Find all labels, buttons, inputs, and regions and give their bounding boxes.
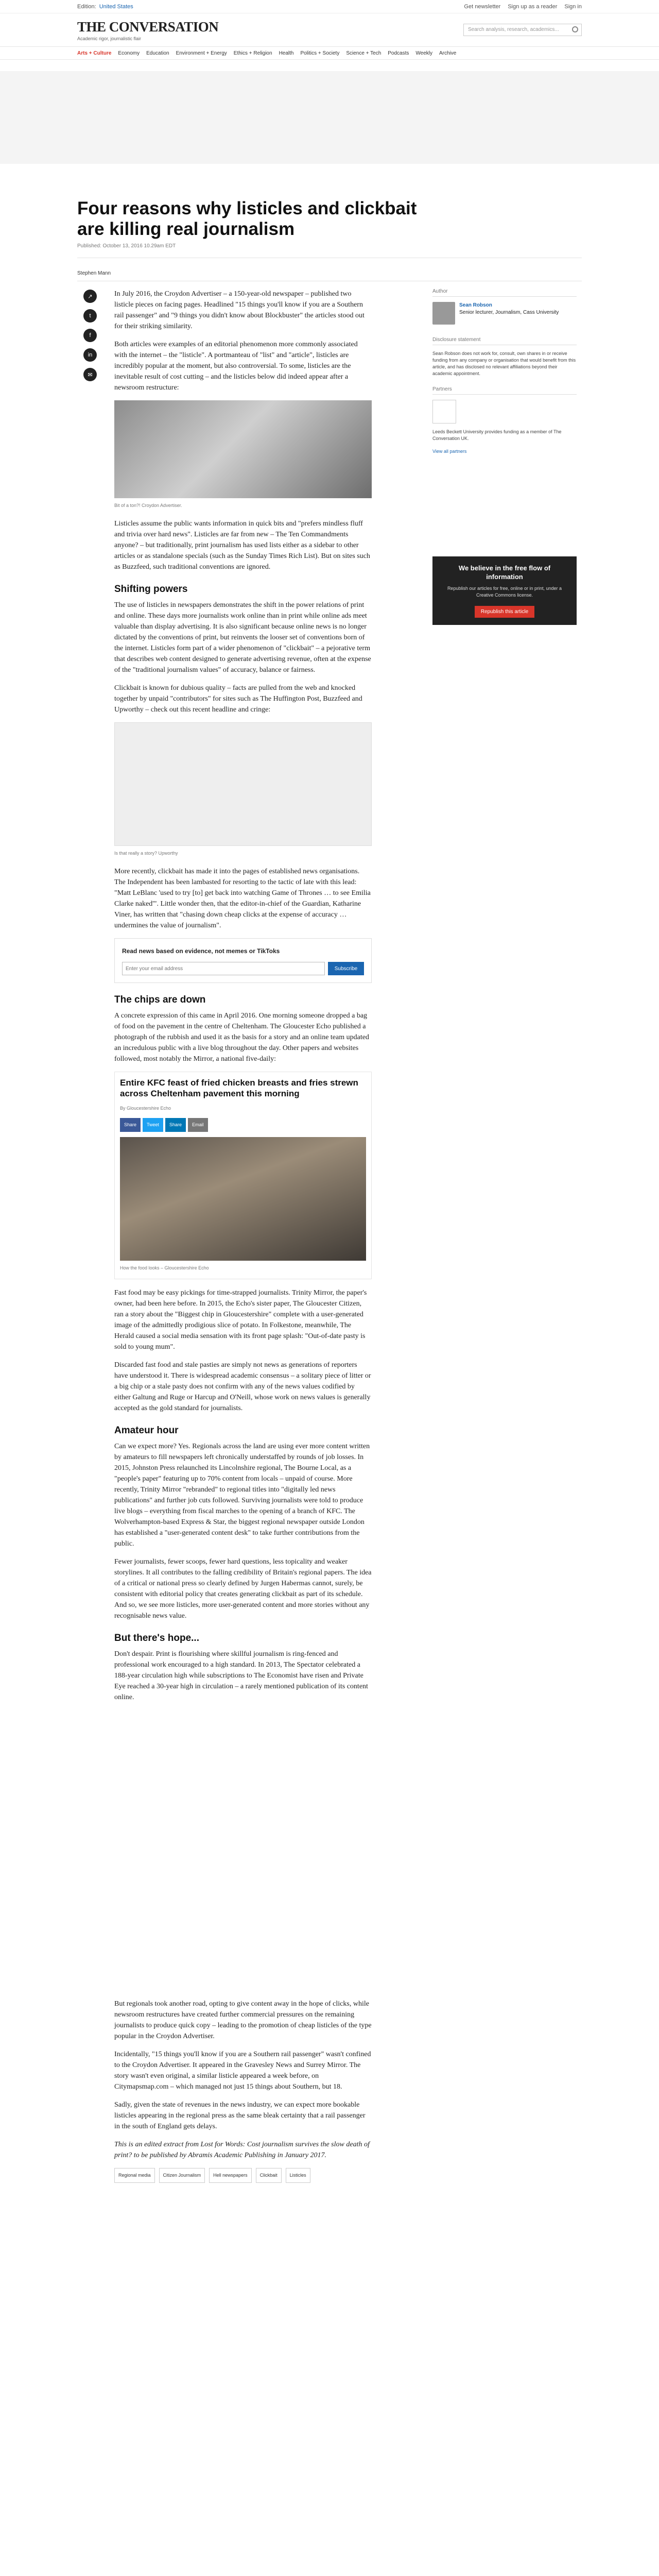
publish-date: Published: October 13, 2016 10.29am EDT — [77, 243, 176, 249]
partners-label: Partners — [432, 386, 577, 395]
paragraph: Both articles were examples of an editorial phenomenon more commonly associated with the internet – the "listicle". A portmanteau of "list" and "article", listicles are incredibly popular at the moment, but also controversial. To some, listicles are the inevitable result of cost cutting – and the listicles below did indeed appear after a newsroom restructure: — [114, 341, 358, 392]
paragraph: The use of listicles in newspapers demonstrates the shift in the power relations of print and online. These days more journalists work online than in print while online ads meet valuable than display advertising. It is also significant because online news is no longer dictated by the conventions of print, but reinvents the looser set of conventions born of the internet. Listicles form part of a wider phenomenon of "clickbait" – a pejorative term that describes web content designed to generate advertising revenue, often at the expense of the "traditional journalism values" of accuracy, balance or fairness. — [114, 601, 371, 674]
embed-byline: By Gloucestershire Echo — [120, 1106, 171, 1111]
embed-share-button[interactable]: Share — [120, 1118, 141, 1132]
republish-text: Republish our articles for free, online or in print, under a Creative Commons license. — [447, 586, 562, 598]
view-partners-link[interactable]: View all partners — [432, 449, 467, 454]
subscribe-button[interactable]: Subscribe — [328, 962, 364, 975]
disclosure-label: Disclosure statement — [432, 337, 577, 345]
nav-arts[interactable]: Arts + Culture — [77, 50, 112, 56]
tag[interactable]: Listicles — [286, 2168, 310, 2183]
paragraph: A concrete expression of this came in April 2016. One morning someone dropped a bag of food on the pavement in the centre of Cheltenham. The Gloucester Echo published a photograph of the rubbish and used it as the basis for a story and an online team updated an incredulous public with a live blog throughout the day. Other papers and websites followed, most notably the Mirror, a national five-daily: — [114, 1012, 369, 1063]
figure-caption: How the food looks – Gloucestershire Echo — [120, 1265, 209, 1270]
tag[interactable]: Hell newspapers — [209, 2168, 252, 2183]
paragraph: Fewer journalists, fewer scoops, fewer hard questions, less topicality and weaker storylines. It all contributes to the falling credibility of Britain's regional papers. The idea of a critical or national press so clearly defined by Jurgen Habermas cannot, surely, be consistent with editorial policy that creates generating clickbait as part of its schedule. And so, we see more listicles, more user-generated content and more stories without any recognisable news value. — [114, 1558, 372, 1620]
embedded-article — [114, 1072, 372, 1279]
paragraph: But regionals took another road, opting to give content away in the hope of clicks, while newsroom restructures have created further commercial pressures on the remaining journalists to produce quick copy – leading to the promotion of cheap listicles of the type popular in the Croydon Advertiser. — [114, 2000, 372, 2040]
twitter-icon[interactable]: t — [83, 309, 97, 323]
author-role: Senior lecturer, Journalism, Cass University — [459, 310, 559, 315]
embed-tweet-button[interactable]: Tweet — [143, 1118, 163, 1132]
tag[interactable]: Citizen Journalism — [159, 2168, 205, 2183]
newsletter-signup — [114, 938, 372, 983]
disclosure-text: Sean Robson does not work for, consult, own shares in or receive funding from any company or organisation that would benefit from this article, and has disclosed no relevant affiliations beyond their academic appointment. — [432, 351, 576, 376]
section-heading: Amateur hour — [114, 1425, 179, 1436]
author-name[interactable]: Sean Robson — [459, 302, 492, 308]
ad-banner — [0, 71, 659, 164]
nav-weekly[interactable]: Weekly — [415, 50, 433, 56]
search-placeholder: Search analysis, research, academics... — [468, 27, 559, 32]
figure-listicles — [114, 400, 372, 511]
masthead — [0, 13, 659, 46]
paragraph: Fast food may be easy pickings for time-strapped journalists. Trinity Mirror, the paper's owner, had been here before. In 2015, the Echo's sister paper, The Gloucester Citizen, ran a story about the "Biggest chip in Gloucestershire" complete with a user-generated image of the admittedly prodigious slice of potato. In Folkestone, meanwhile, The Herald caused a social media sensation with its front page splash: "Out-of-date pasty is sold to young mum". — [114, 1289, 367, 1351]
author-byline[interactable]: Stephen Mann — [77, 270, 111, 276]
top-bar — [0, 0, 659, 13]
section-heading: Shifting powers — [114, 584, 188, 595]
article-title: Four reasons why listicles and clickbait are killing real journalism — [77, 198, 417, 239]
site-tagline: Academic rigor, journalistic flair — [77, 36, 142, 41]
newspaper-photo — [114, 400, 372, 498]
partners-text: Leeds Beckett University provides funding as a member of The Conversation UK. — [432, 429, 562, 441]
share-icon[interactable]: ↗ — [83, 290, 97, 303]
article-body — [114, 289, 372, 2183]
email-icon[interactable]: ✉ — [83, 368, 97, 381]
nav-podcasts[interactable]: Podcasts — [388, 50, 409, 56]
nav-education[interactable]: Education — [146, 50, 169, 56]
signup-link[interactable]: Sign up as a reader — [508, 3, 558, 10]
tag-list — [114, 2168, 372, 2183]
section-heading: The chips are down — [114, 994, 206, 1005]
figure-caption: Is that really a story? Upworthy — [114, 851, 178, 856]
share-bar — [83, 290, 98, 381]
avatar — [432, 302, 455, 325]
ad-slot — [114, 1710, 372, 1998]
embed-share-button[interactable]: Share — [165, 1118, 186, 1132]
sidebar-authors — [432, 289, 577, 455]
nav-archive[interactable]: Archive — [439, 50, 457, 56]
author-card[interactable] — [432, 302, 577, 325]
email-field[interactable] — [122, 962, 325, 975]
signin-link[interactable]: Sign in — [564, 3, 582, 10]
tag[interactable]: Regional media — [114, 2168, 155, 2183]
nav-ethics[interactable]: Ethics + Religion — [233, 50, 272, 56]
search-input[interactable] — [463, 24, 582, 36]
republish-title: We believe in the free flow of information — [458, 564, 551, 581]
paragraph: Can we expect more? Yes. Regionals across the land are using ever more content written by amateurs to fill newspapers left chronically understaffed by rounds of job losses. In 2015, Johnston Press relaunched its Lincolnshire regional, The Bourne Local, as a "people's paper" featuring up to 70% content from locals – unpaid of course. More recently, Trinity Mirror "rebranded" to regional titles into "digitally led news publications" and further job cuts followed. Surviving journalists were told to produce live blogs – everything from fiscal marches to the opening of a branch of KFC. The Wolverhampton-based Express & Star, the biggest regional newspaper outside London has established a "user-generated content desk" to take further contributions from the public. — [114, 1443, 370, 1548]
nav-economy[interactable]: Economy — [118, 50, 140, 56]
nav-politics[interactable]: Politics + Society — [300, 50, 340, 56]
section-heading: But there's hope... — [114, 1633, 199, 1643]
food-photo — [120, 1137, 366, 1261]
linkedin-icon[interactable]: in — [83, 348, 97, 362]
embed-title[interactable]: Entire KFC feast of fried chicken breasts and fries strewn across Cheltenham pavement this morning — [120, 1078, 358, 1098]
nav-health[interactable]: Health — [279, 50, 294, 56]
site-logo[interactable]: THE CONVERSATION — [77, 19, 219, 35]
partner-logo[interactable] — [432, 400, 456, 423]
newsletter-link[interactable]: Get newsletter — [464, 3, 501, 10]
paragraph: Discarded fast food and stale pasties are simply not news as generations of reporters have understood it. There is widespread academic consensus – a solitary piece of litter or a big chip or a stale pasty does not confirm with any of the news values codified by either Galtung and Ruge or Harcup and O'Neill, whose work on news values is generally accepted as the gold standard for journalists. — [114, 1361, 371, 1412]
edition-selector[interactable]: United States — [99, 3, 133, 10]
paragraph: Don't despair. Print is flourishing where skillful journalism is ring-fenced and professional work encouraged to a high standard. In 2013, The Spectator celebrated a 188-year circulation high while subscriptions to The Economist have risen and Private Eye reached a 30-year high in circulation – a rarely mentioned publication of its content online. — [114, 1650, 368, 1701]
editor-note: This is an edited extract from Lost for Words: Cost journalism survives the slow death of print? to be published by Abramis Academic Publishing in January 2017. — [114, 2141, 370, 2159]
figure-caption: Bit of a ton?! Croydon Advertiser. — [114, 503, 182, 508]
authors-label: Author — [432, 289, 577, 297]
edition-label: Edition: — [77, 3, 96, 10]
republish-button[interactable]: Republish this article — [475, 606, 534, 618]
paragraph: Sadly, given the state of revenues in the news industry, we can expect more bookable listicles appearing in the regional press as the same bleak certainty that a rail passenger in the south of England gets delays. — [114, 2101, 366, 2130]
paragraph: More recently, clickbait has made it into the pages of established news organisations. The Independent has been lambasted for resorting to the tactic of late with this lead: "Matt LeBlanc 'used to try [to] get back into watching Game of Thrones … to see Emilia Clarke naked'". Little wonder then, that the editor-in-chief of the Guardian, Katharine Viner, has written that "chasing down cheap clicks at the expense of accuracy … undermines the value of journalism". — [114, 868, 371, 929]
republish-box — [432, 556, 577, 625]
paragraph: Clickbait is known for dubious quality – facts are pulled from the web and knocked together by unpaid "contributors" for sites such as The Huffington Post, Buzzfeed and Upworthy – check out this recent headline and cringe: — [114, 684, 362, 714]
tag[interactable]: Clickbait — [256, 2168, 282, 2183]
main-nav — [0, 46, 659, 60]
paragraph: Incidentally, "15 things you'll know if you are a Southern rail passenger" wasn't confined to the Croydon Advertiser. It appeared in the Gravesley News and Surrey Mirror. The story wasn't even original, a similar listicle appeared a week before, on Citymapsmap.com – which managed not just 15 things about Southern, but 18. — [114, 2050, 371, 2091]
embed-email-button[interactable]: Email — [188, 1118, 208, 1132]
signup-title: Read news based on evidence, not memes or TikToks — [122, 947, 280, 955]
search-icon[interactable] — [572, 26, 578, 32]
nav-environment[interactable]: Environment + Energy — [176, 50, 227, 56]
clickbait-screenshot — [114, 722, 372, 846]
paragraph: In July 2016, the Croydon Advertiser – a 150-year-old newspaper – published two listicle pieces on facing pages. Headlined "15 things you'll know if you are a Southern rail passenger" and "9 things you didn't know about Blockbuster" the articles stood out for their striking similarity. — [114, 290, 365, 330]
facebook-icon[interactable]: f — [83, 329, 97, 342]
nav-science[interactable]: Science + Tech — [346, 50, 381, 56]
figure-clickbait — [114, 722, 372, 859]
paragraph: Listicles assume the public wants information in quick bits and "prefers mindless fluff and trivia over hard news". Listicles are far from new – The Ten Commandments anyone? – but traditionally, print journalism has used lists either as a sidebar to other articles or as standalone specials (such as the Sunday Times Rich List). But on sites such as Buzzfeed, such traditional conventions are ignored. — [114, 520, 370, 571]
